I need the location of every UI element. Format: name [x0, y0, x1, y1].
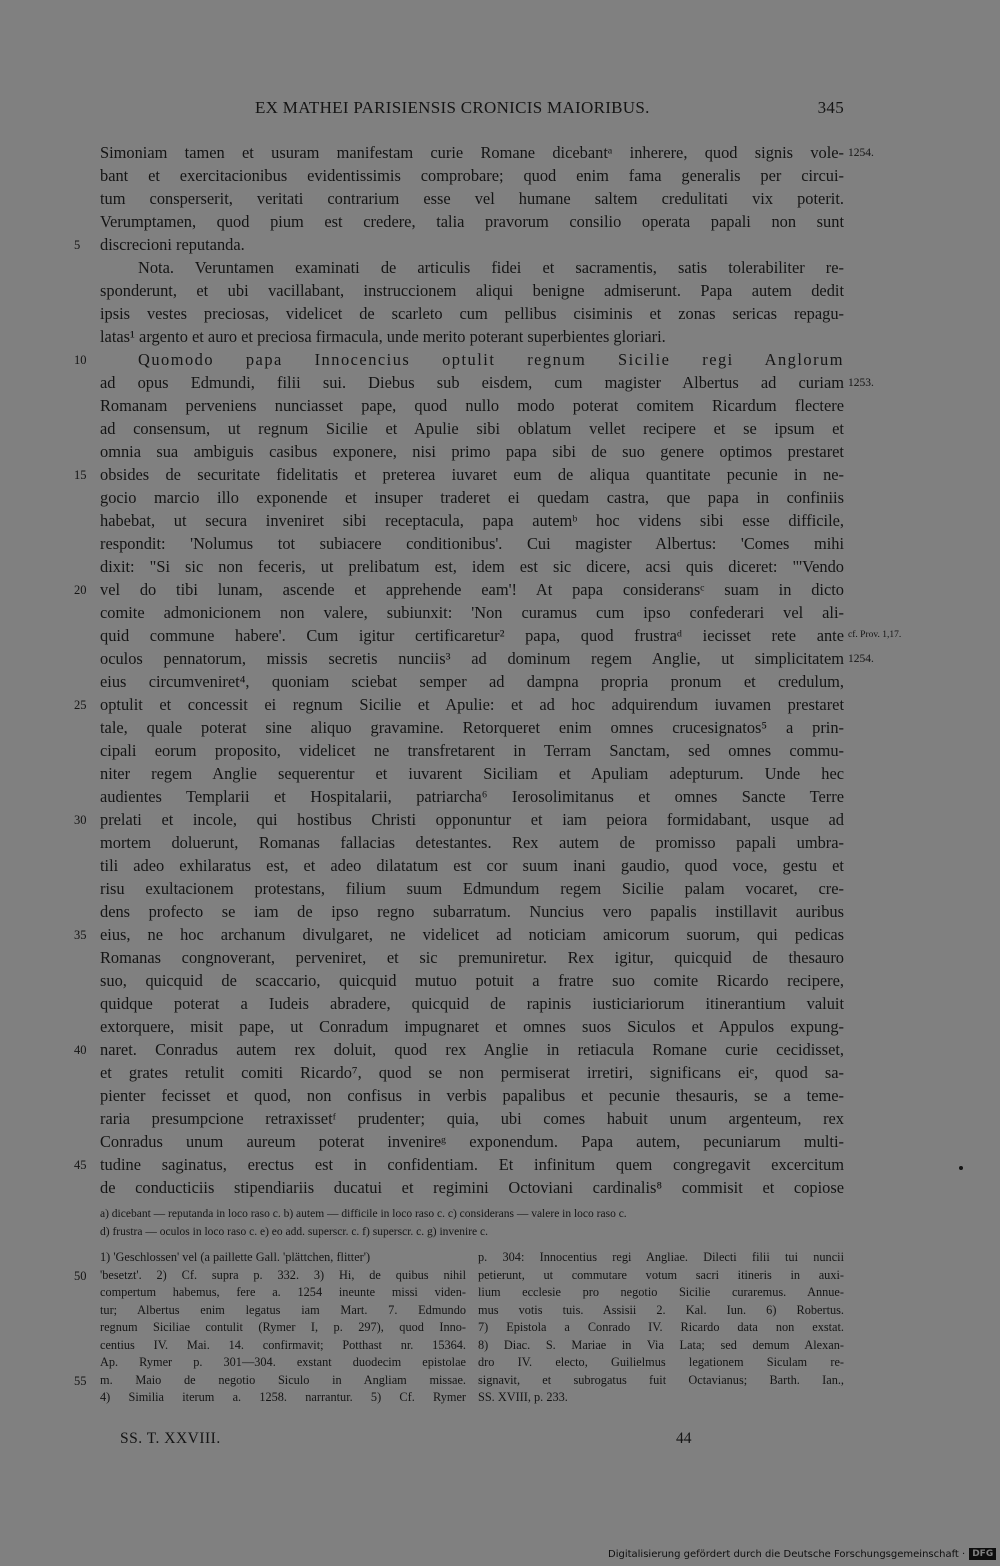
footnote-line: Ap. Rymer p. 301—304. exstant duodecim epistolae [100, 1355, 466, 1369]
text-line: Romanam perveniens nunciasset pape, quod nullo modo poterat comitem Ricardum flectere [100, 396, 844, 415]
text-line: eius, ne hoc archanum divulgaret, ne videlicet ad noticiam amicorum suorum, qui pedicas [100, 925, 844, 944]
text-line: Simoniam tamen et usuram manifestam curie Romane dicebantᵃ inherere, quod signis vole- [100, 143, 844, 162]
text-line: risu exultacionem protestans, filium suum Edmundum regem Sicilie palam vocaret, cre- [100, 879, 844, 898]
text-line: omnia sua ambiguis casibus exponere, nisi primo papa sibi de suo genere optimos prestaret [100, 442, 844, 461]
text-line: Romanas congnoverant, perveniret, et sic premuniretur. Rex igitur, quicquid de thesauro [100, 948, 844, 967]
text-line: gocio marcio illo exponende et insuper traderet ei quedam castra, que papa in confiniis [100, 488, 844, 507]
footnote-line: centius IV. Mai. 14. confirmavit; Potthast nr. 15364. [100, 1337, 466, 1352]
text-line: cipali eorum proposito, videlicet ne transfretarent in Terram Sanctam, sed omnes commu- [100, 741, 844, 760]
footnote-line: p. 304: Innocentius regi Angliae. Dilecti filii tui nuncii [478, 1250, 844, 1264]
line-number: 10 [74, 353, 87, 367]
margin-year: 1254. [848, 653, 874, 665]
digitization-credit [608, 1545, 996, 1563]
text-line: mortem doluerunt, Romanas fallacias detestantes. Rex autem de promisso papali umbra- [100, 833, 844, 852]
text-line: raria presumpcione retraxissetᶠ prudenter; quia, ubi comes habuit unum argenteum, rex [100, 1109, 844, 1128]
text-line: oculos pennatorum, missis secretis nunciis³ ad dominum regem Anglie, ut simplicitatem [100, 649, 844, 668]
footnote-line: m. Maio de negotio Siculo in Angliam missae. [100, 1372, 466, 1387]
footnotes-right-column [478, 1249, 844, 1407]
footnote-line: 1) 'Geschlossen' vel (a paillette Gall. 'plättchen, flitter') [100, 1250, 371, 1264]
footnote-line: tur; Albertus enim legatus iam Mart. 7. Edmundo [100, 1302, 466, 1317]
text-line: de conducticiis stipendiariis ducatui et regimini Octoviani cardinalis⁸ commisit et copiose [100, 1178, 844, 1197]
text-line: pienter fecisset et quod, non confisus in verbis papalibus et pecunie thesauris, se a teme- [100, 1086, 844, 1105]
margin-year: 1253. [848, 377, 874, 389]
footnote-line: 8) Diac. S. Mariae in Via Lata; sed demum Alexan- [478, 1337, 844, 1352]
text-line: discrecioni reputanda. [100, 235, 245, 254]
footnote-line: signavit, et subrogatus fuit Octavianus; Barth. Ian., [478, 1372, 844, 1387]
line-number: 35 [74, 928, 87, 942]
running-header [100, 98, 844, 126]
text-line: Nota. Veruntamen examinati de articulis fidei et sacramentis, satis tolerabiliter re- [138, 258, 844, 277]
text-line: et grates retulit comiti Ricardo⁷, quod se non permiserat irretiri, significans eiᵉ, quod sa- [100, 1063, 844, 1082]
text-line: dens profecto se iam de ipso regno subarratum. Nuncius vero papalis instillavit auribus [100, 902, 844, 921]
text-line: ipsis vestes preciosas, videlicet de scarleto cum pellibus cisiminis et zonas sericas repagu- [100, 304, 844, 323]
text-line: tale, quale poterat sine aliquo gravamine. Retorqueret enim omnes crucesignatos⁵ a prin- [100, 718, 844, 737]
text-line: Verumptamen, quod pium est credere, talia pravorum consilio operata papali non sunt [100, 212, 844, 231]
text-line: obsides de securitate fidelitatis et preterea iuvaret eum de aliqua quantitate pecunie in ne- [100, 465, 844, 484]
text-line: niter regem Anglie sequerentur et iuvarent Siciliam et Apuliam adepturum. Unde hec [100, 764, 844, 783]
line-number: 15 [74, 468, 87, 482]
text-line: habebat, ut secura inveniret sibi receptacula, papa autemᵇ hoc videns sibi esse difficile, [100, 511, 844, 530]
running-title: EX MATHEI PARISIENSIS CRONICIS MAIORIBUS. [255, 98, 650, 117]
footnote-line: compertum habemus, fere a. 1254 ineunte missi viden- [100, 1285, 466, 1299]
footnotes-left-column [100, 1249, 466, 1407]
text-line: dixit: "Si sic non feceris, ut prelibatum est, idem est sic dicere, acsi quis diceret: "'Vendo [100, 557, 844, 576]
text-line: tum consperserit, veritati contrarium esse vel humane saltem credulitati vix poterit. [100, 189, 844, 208]
footnote-line: petierunt, ut commutare votum sacri itineris in auxi- [478, 1267, 844, 1282]
footnote-line: SS. XVIII, p. 233. [478, 1390, 568, 1404]
text-line: eius circumveniret⁴, quoniam sciebat semper ad dampna propria pronum et credulum, [100, 672, 844, 691]
footnote-line: mus votis tuis. Assisii 2. Kal. Iun. 6) Robertus. [478, 1302, 844, 1317]
line-number: 5 [74, 238, 81, 252]
margin-reference: cf. Prov. 1,17. [848, 630, 902, 640]
line-number: 45 [74, 1158, 87, 1172]
text-line: extorquere, misit pape, ut Conradum impugnaret et omnes suos Siculos et Appulos expung- [100, 1017, 844, 1036]
text-line: ad opus Edmundi, filii sui. Diebus sub eisdem, cum magister Albertus ad curiam [100, 373, 844, 392]
text-line: latas¹ argento et auro et preciosa firmacula, unde merito poterant superbientes gloriari. [100, 327, 666, 346]
signature-mark: SS. T. XXVIII. [120, 1430, 221, 1447]
text-line: prelati et incole, qui hostibus Christi opponuntur et iam peiora formidabant, usque ad [100, 810, 844, 829]
footnote-line-number: 55 [74, 1374, 87, 1388]
text-line: bant et exercitacionibus evidentissimis comprobare; quod enim fama generalis per circui- [100, 166, 844, 185]
text-line: vel do tibi lunam, ascende et apprehende eam'! At papa consideransᶜ suam in dicto [100, 580, 844, 599]
text-line: tudine saginatus, erectus est in confidentiam. Et infinitum quem congregavit excercitum [100, 1155, 844, 1174]
line-number: 20 [74, 583, 87, 597]
variant-note: d) frustra — oculos in loco raso c. e) eo add. superscr. c. f) superscr. c. g) invenire c. [100, 1226, 488, 1238]
footnote-line: lium ecclesie pro negotio Sicilie curaremus. Annue- [478, 1285, 844, 1299]
text-line: tili adeo exhilaratus est, et adeo dilatatum est cor suum inani gaudio, quod voce, gestu et [100, 856, 844, 875]
signature-number: 44 [676, 1430, 692, 1447]
text-line: quid commune habere'. Cum igitur certificaretur² papa, quod frustraᵈ iecisset rete ante [100, 626, 844, 645]
text-line: respondit: 'Nolumus tot subiacere conditionibus'. Cui magister Albertus: 'Comes mihi [100, 534, 844, 553]
variant-note: a) dicebant — reputanda in loco raso c. b) autem — difficile in loco raso c. c) considerans — valere in loco raso c. [100, 1208, 627, 1220]
dfg-logo: DFG [969, 1548, 996, 1560]
line-number: 40 [74, 1043, 87, 1057]
text-line: comite admonicionem non valere, subiunxit: 'Non curamus cum ipso confederari vel ali- [100, 603, 844, 622]
text-line: suo, quicquid de scaccario, quicquid mutuo potuit a fratre suo comite Ricardo recipere, [100, 971, 844, 990]
footnote-line: 4) Similia iterum a. 1258. narrantur. 5) Cf. Rymer [100, 1390, 466, 1404]
text-line: Conradus unum aureum poterat invenireᵍ exponendum. Papa autem, pecuniarum multi- [100, 1132, 844, 1151]
footnote-line: regnum Siciliae contulit (Rymer I, p. 297), quod Inno- [100, 1320, 466, 1334]
line-number: 25 [74, 698, 87, 712]
text-line: optulit et concessit ei regnum Sicilie et Apulie: et ad hoc adquirendum iuvamen prestaret [100, 695, 844, 714]
footnote-line-number: 50 [74, 1269, 87, 1283]
margin-mark [959, 1166, 963, 1170]
text-line: audientes Templarii et Hospitalarii, patriarcha⁶ Ierosolimitanus et omnes Sancte Terre [100, 787, 844, 806]
text-line: ad consensum, ut regnum Sicilie et Apulie sibi oblatum vellet recipere et se ipsum et [100, 419, 844, 438]
page-number: 345 [817, 98, 844, 117]
footnote-line: 7) Epistola a Conrado IV. Ricardo data non exstat. [478, 1320, 844, 1334]
chapter-heading: Quomodo papa Innocencius optulit regnum Sicilie regi Anglorum [138, 350, 844, 369]
text-line: quidque poterat a Iudeis abradere, quicquid de rapinis iusticiariorum itinerantium valuit [100, 994, 844, 1013]
text-line: sponderunt, et ubi vacillabant, instruccionem aliqui benigne admiserunt. Papa autem dedit [100, 281, 844, 300]
footnote-line: dro IV. electo, Guilielmus legationem Siculam re- [478, 1355, 844, 1369]
footnote-line: 'besetzt'. 2) Cf. supra p. 332. 3) Hi, de quibus nihil [100, 1267, 466, 1282]
margin-year: 1254. [848, 147, 874, 159]
line-number: 30 [74, 813, 87, 827]
credit-text: Digitalisierung gefördert durch die Deutsche Forschungsgemeinschaft · [608, 1548, 966, 1560]
text-line: naret. Conradus autem rex doluit, quod rex Anglie in retiacula Romane curie cecidisset, [100, 1040, 844, 1059]
